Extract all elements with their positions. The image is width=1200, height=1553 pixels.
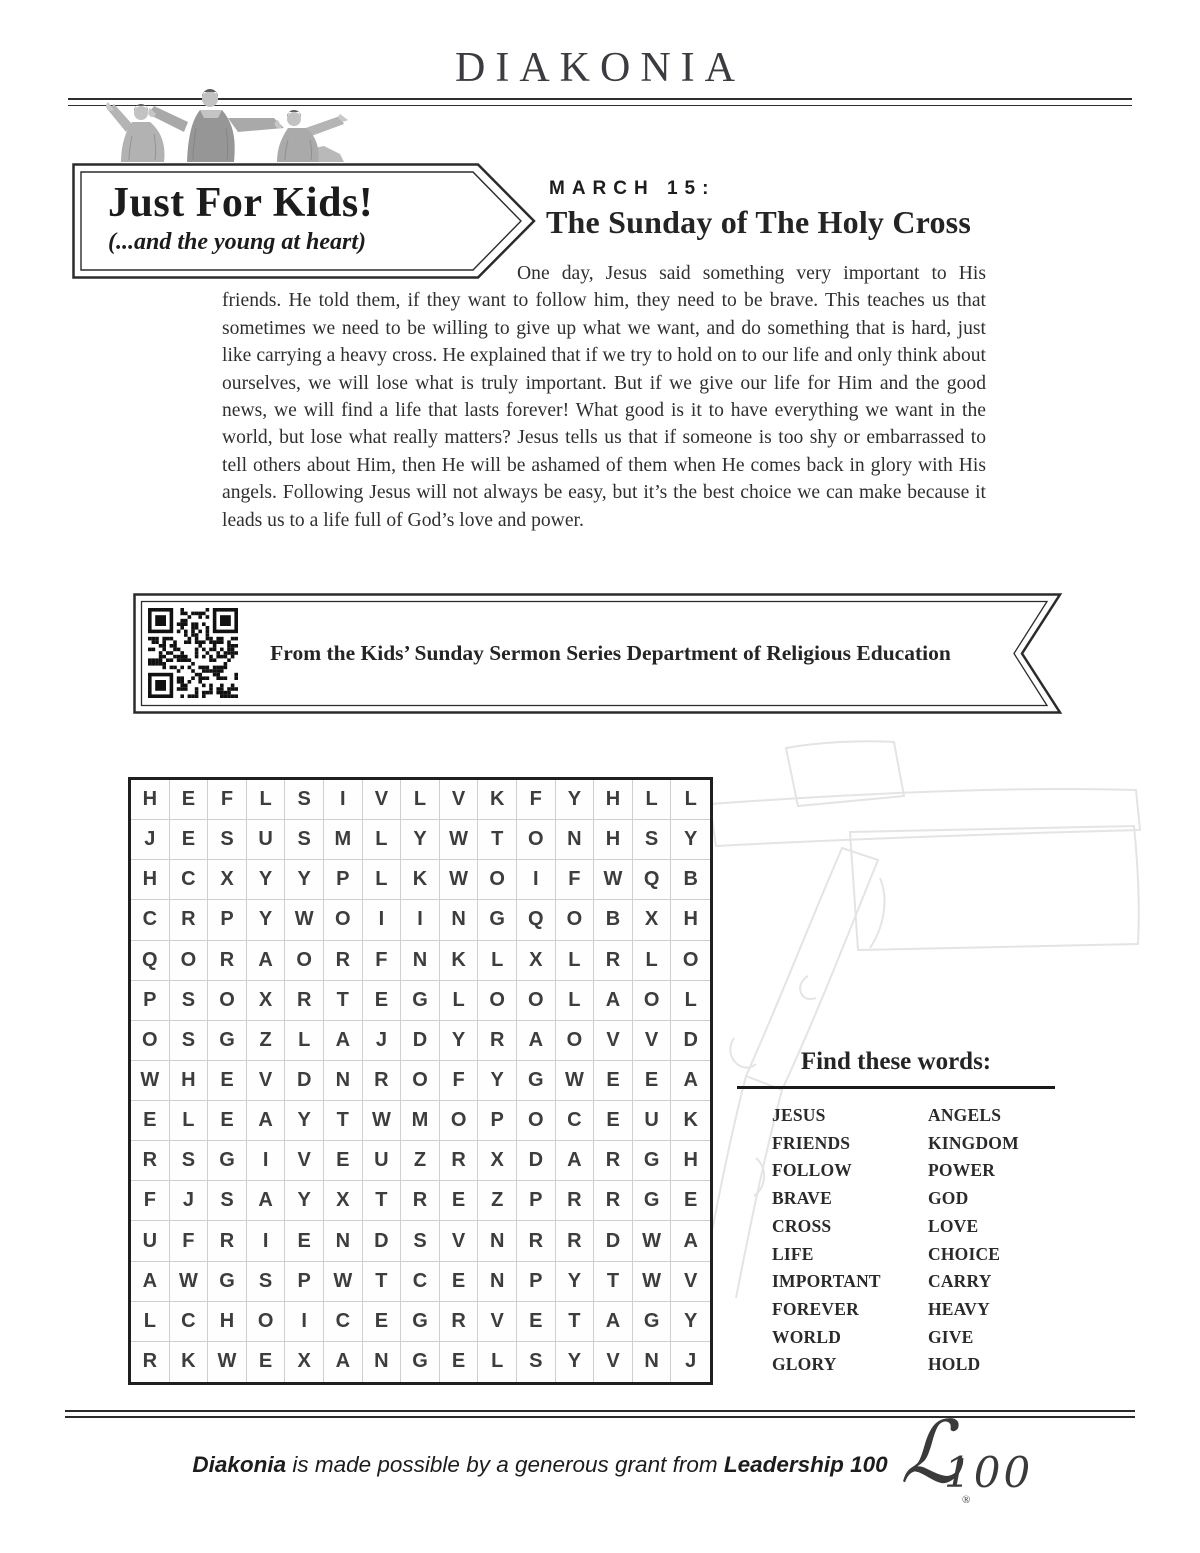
grid-cell: S bbox=[170, 1021, 209, 1061]
grid-cell: C bbox=[170, 1302, 209, 1342]
grid-cell: E bbox=[594, 1101, 633, 1141]
grid-cell: X bbox=[517, 941, 556, 981]
grid-cell: G bbox=[208, 1141, 247, 1181]
word-search-grid bbox=[128, 777, 713, 1385]
footer-credit-leadership: Leadership 100 bbox=[723, 1452, 888, 1477]
grid-cell: L bbox=[170, 1101, 209, 1141]
grid-cell: Q bbox=[517, 900, 556, 940]
grid-cell: E bbox=[208, 1061, 247, 1101]
grid-cell: G bbox=[401, 1342, 440, 1382]
grid-cell: O bbox=[556, 900, 595, 940]
grid-cell: D bbox=[594, 1221, 633, 1261]
grid-cell: I bbox=[285, 1302, 324, 1342]
grid-cell: O bbox=[170, 941, 209, 981]
grid-cell: P bbox=[517, 1262, 556, 1302]
grid-cell: N bbox=[633, 1342, 672, 1382]
grid-cell: L bbox=[671, 780, 710, 820]
grid-cell: L bbox=[633, 780, 672, 820]
grid-cell: V bbox=[594, 1021, 633, 1061]
grid-cell: G bbox=[208, 1262, 247, 1302]
grid-cell: W bbox=[594, 860, 633, 900]
grid-cell: L bbox=[131, 1302, 170, 1342]
grid-cell: N bbox=[324, 1061, 363, 1101]
grid-cell: R bbox=[440, 1302, 479, 1342]
grid-cell: V bbox=[671, 1262, 710, 1302]
grid-cell: S bbox=[517, 1342, 556, 1382]
grid-cell: D bbox=[285, 1061, 324, 1101]
grid-cell: C bbox=[170, 860, 209, 900]
grid-cell: G bbox=[401, 981, 440, 1021]
grid-cell: J bbox=[170, 1181, 209, 1221]
grid-cell: E bbox=[440, 1262, 479, 1302]
grid-cell: Q bbox=[633, 860, 672, 900]
grid-cell: E bbox=[247, 1342, 286, 1382]
grid-cell: T bbox=[478, 820, 517, 860]
word-list bbox=[737, 1048, 1055, 1379]
grid-cell: V bbox=[285, 1141, 324, 1181]
grid-cell: L bbox=[556, 941, 595, 981]
grid-cell: Z bbox=[478, 1181, 517, 1221]
qr-code-icon bbox=[148, 608, 238, 698]
grid-cell: H bbox=[131, 780, 170, 820]
grid-cell: K bbox=[170, 1342, 209, 1382]
grid-cell: X bbox=[324, 1181, 363, 1221]
grid-cell: U bbox=[131, 1221, 170, 1261]
grid-cell: A bbox=[594, 1302, 633, 1342]
grid-cell: G bbox=[208, 1021, 247, 1061]
grid-cell: T bbox=[594, 1262, 633, 1302]
grid-cell: X bbox=[247, 981, 286, 1021]
grid-cell: A bbox=[671, 1221, 710, 1261]
grid-cell: Y bbox=[440, 1021, 479, 1061]
grid-cell: C bbox=[324, 1302, 363, 1342]
registered-mark: ® bbox=[962, 1494, 971, 1506]
grid-cell: E bbox=[324, 1141, 363, 1181]
grid-cell: J bbox=[363, 1021, 402, 1061]
grid-cell: O bbox=[478, 981, 517, 1021]
grid-cell: H bbox=[671, 900, 710, 940]
grid-cell: E bbox=[363, 1302, 402, 1342]
grid-cell: H bbox=[671, 1141, 710, 1181]
word-list-item: KINGDOM bbox=[928, 1132, 1019, 1153]
grid-cell: E bbox=[440, 1181, 479, 1221]
grid-cell: K bbox=[671, 1101, 710, 1141]
word-list-item: HOLD bbox=[928, 1354, 981, 1375]
grid-cell: E bbox=[170, 780, 209, 820]
grid-cell: H bbox=[170, 1061, 209, 1101]
grid-cell: R bbox=[285, 981, 324, 1021]
grid-cell: A bbox=[517, 1021, 556, 1061]
grid-cell: S bbox=[633, 820, 672, 860]
grid-cell: N bbox=[363, 1342, 402, 1382]
grid-cell: F bbox=[440, 1061, 479, 1101]
word-list-item: WORLD bbox=[772, 1326, 842, 1347]
grid-cell: R bbox=[208, 941, 247, 981]
grid-cell: C bbox=[556, 1101, 595, 1141]
kids-banner bbox=[72, 163, 537, 279]
word-list-item: BRAVE bbox=[772, 1188, 833, 1209]
footer-credit bbox=[110, 1452, 970, 1478]
grid-cell: O bbox=[401, 1061, 440, 1101]
grid-cell: S bbox=[285, 820, 324, 860]
grid-cell: L bbox=[478, 941, 517, 981]
word-list-item: LIFE bbox=[772, 1243, 814, 1264]
grid-cell: M bbox=[324, 820, 363, 860]
grid-cell: W bbox=[556, 1061, 595, 1101]
grid-cell: L bbox=[556, 981, 595, 1021]
grid-cell: B bbox=[671, 860, 710, 900]
grid-cell: K bbox=[440, 941, 479, 981]
grid-cell: R bbox=[401, 1181, 440, 1221]
grid-cell: G bbox=[633, 1141, 672, 1181]
word-list-item: IMPORTANT bbox=[772, 1271, 881, 1292]
grid-cell: L bbox=[285, 1021, 324, 1061]
grid-cell: C bbox=[401, 1262, 440, 1302]
grid-cell: F bbox=[363, 941, 402, 981]
grid-cell: U bbox=[633, 1101, 672, 1141]
grid-cell: R bbox=[594, 1181, 633, 1221]
grid-cell: X bbox=[478, 1141, 517, 1181]
grid-cell: O bbox=[131, 1021, 170, 1061]
lesson-body: One day, Jesus said something very important to His friends. He told them, if they want to follow him, they need to be brave. This teaches us that sometimes we need to be willing to give up what we want, and do something that is hard, just like carrying a heavy cross. He explained that if we try to hold on to our life and only think about ourselves, we will lose what is truly important. But if we give our life for Him and the good news, we will find a life that lasts forever! What good is it to have everything we want in the world, but lose what really matters? Jesus tells us that if someone is too shy or embarrassed to tell others about Him, then He will be ashamed of them when He comes back in glory with His angels. Following Jesus will not always be easy, but it’s the best choice we can make because it leads us to a life full of God’s love and power. bbox=[222, 263, 986, 531]
grid-cell: Y bbox=[247, 860, 286, 900]
grid-cell: S bbox=[208, 1181, 247, 1221]
grid-cell: T bbox=[556, 1302, 595, 1342]
grid-cell: Y bbox=[247, 900, 286, 940]
grid-cell: Y bbox=[478, 1061, 517, 1101]
grid-cell: E bbox=[208, 1101, 247, 1141]
grid-cell: A bbox=[131, 1262, 170, 1302]
grid-cell: E bbox=[440, 1342, 479, 1382]
grid-cell: N bbox=[478, 1221, 517, 1261]
grid-cell: I bbox=[363, 900, 402, 940]
grid-cell: G bbox=[478, 900, 517, 940]
grid-cell: F bbox=[131, 1181, 170, 1221]
word-list-item: CARRY bbox=[928, 1271, 992, 1292]
grid-cell: H bbox=[594, 820, 633, 860]
grid-cell: L bbox=[671, 981, 710, 1021]
grid-cell: O bbox=[208, 981, 247, 1021]
lesson-date: MARCH 15: bbox=[549, 178, 716, 199]
word-list-item: CHOICE bbox=[928, 1243, 1001, 1264]
word-list-item: POWER bbox=[928, 1160, 996, 1181]
grid-cell: L bbox=[363, 820, 402, 860]
grid-cell: V bbox=[363, 780, 402, 820]
lesson-title: The Sunday of The Holy Cross bbox=[546, 204, 971, 240]
grid-cell: V bbox=[594, 1342, 633, 1382]
grid-cell: O bbox=[440, 1101, 479, 1141]
grid-cell: J bbox=[671, 1342, 710, 1382]
grid-cell: L bbox=[478, 1342, 517, 1382]
grid-cell: Y bbox=[556, 780, 595, 820]
grid-cell: Y bbox=[671, 820, 710, 860]
grid-cell: K bbox=[401, 860, 440, 900]
grid-cell: W bbox=[170, 1262, 209, 1302]
grid-cell: L bbox=[401, 780, 440, 820]
word-list-heading: Find these words: bbox=[800, 1048, 992, 1075]
grid-cell: W bbox=[285, 900, 324, 940]
grid-cell: A bbox=[671, 1061, 710, 1101]
grid-cell: P bbox=[478, 1101, 517, 1141]
grid-cell: S bbox=[208, 820, 247, 860]
grid-cell: A bbox=[324, 1342, 363, 1382]
grid-cell: E bbox=[131, 1101, 170, 1141]
grid-cell: A bbox=[247, 1181, 286, 1221]
grid-cell: F bbox=[208, 780, 247, 820]
grid-cell: G bbox=[517, 1061, 556, 1101]
grid-cell: Y bbox=[556, 1262, 595, 1302]
grid-cell: Y bbox=[285, 1181, 324, 1221]
grid-cell: L bbox=[633, 941, 672, 981]
grid-cell: A bbox=[324, 1021, 363, 1061]
grid-cell: D bbox=[401, 1021, 440, 1061]
word-list-item: FRIENDS bbox=[772, 1132, 851, 1153]
grid-cell: J bbox=[131, 820, 170, 860]
grid-cell: O bbox=[517, 1101, 556, 1141]
grid-cell: Z bbox=[401, 1141, 440, 1181]
word-list-item: LOVE bbox=[928, 1215, 979, 1236]
kids-banner-subtitle: (...and the young at heart) bbox=[108, 229, 367, 255]
grid-cell: E bbox=[363, 981, 402, 1021]
grid-cell: Y bbox=[285, 1101, 324, 1141]
grid-cell: R bbox=[594, 941, 633, 981]
grid-cell: R bbox=[440, 1141, 479, 1181]
grid-cell: E bbox=[170, 820, 209, 860]
grid-cell: E bbox=[671, 1181, 710, 1221]
grid-cell: D bbox=[517, 1141, 556, 1181]
grid-cell: O bbox=[324, 900, 363, 940]
word-list-item: GIVE bbox=[928, 1326, 974, 1347]
grid-cell: W bbox=[440, 820, 479, 860]
grid-cell: O bbox=[671, 941, 710, 981]
grid-cell: O bbox=[285, 941, 324, 981]
footer-credit-middle: is made possible by a generous grant from bbox=[286, 1452, 724, 1477]
grid-cell: R bbox=[170, 900, 209, 940]
grid-cell: I bbox=[247, 1141, 286, 1181]
grid-cell: N bbox=[401, 941, 440, 981]
grid-cell: I bbox=[247, 1221, 286, 1261]
grid-cell: R bbox=[324, 941, 363, 981]
word-list-item: GLORY bbox=[772, 1354, 837, 1375]
grid-cell: S bbox=[170, 981, 209, 1021]
saints-illustration bbox=[88, 88, 360, 163]
grid-cell: O bbox=[478, 860, 517, 900]
leadership-100-logo bbox=[900, 1403, 1040, 1528]
footer-credit-diakonia: Diakonia bbox=[192, 1452, 287, 1477]
grid-cell: H bbox=[594, 780, 633, 820]
grid-cell: P bbox=[285, 1262, 324, 1302]
grid-cell: E bbox=[517, 1302, 556, 1342]
word-list-item: GOD bbox=[928, 1188, 969, 1209]
grid-cell: G bbox=[633, 1302, 672, 1342]
grid-cell: K bbox=[478, 780, 517, 820]
grid-cell: R bbox=[131, 1141, 170, 1181]
word-list-item: FOREVER bbox=[772, 1298, 859, 1319]
grid-cell: W bbox=[324, 1262, 363, 1302]
grid-cell: Y bbox=[401, 820, 440, 860]
grid-cell: X bbox=[633, 900, 672, 940]
grid-cell: B bbox=[594, 900, 633, 940]
grid-cell: H bbox=[208, 1302, 247, 1342]
grid-cell: V bbox=[440, 1221, 479, 1261]
grid-cell: R bbox=[478, 1021, 517, 1061]
grid-cell: N bbox=[440, 900, 479, 940]
grid-cell: P bbox=[131, 981, 170, 1021]
word-list-item: CROSS bbox=[772, 1215, 832, 1236]
grid-cell: U bbox=[247, 820, 286, 860]
grid-cell: L bbox=[247, 780, 286, 820]
grid-cell: Q bbox=[131, 941, 170, 981]
grid-cell: S bbox=[247, 1262, 286, 1302]
grid-cell: W bbox=[440, 860, 479, 900]
grid-cell: E bbox=[285, 1221, 324, 1261]
word-list-item: JESUS bbox=[772, 1105, 826, 1125]
grid-cell: P bbox=[517, 1181, 556, 1221]
grid-cell: M bbox=[401, 1101, 440, 1141]
grid-cell: O bbox=[556, 1021, 595, 1061]
grid-cell: F bbox=[517, 780, 556, 820]
source-banner bbox=[133, 593, 1065, 714]
grid-cell: Y bbox=[671, 1302, 710, 1342]
logo-script-l: ℒ bbox=[900, 1403, 962, 1503]
grid-cell: V bbox=[633, 1021, 672, 1061]
grid-cell: L bbox=[440, 981, 479, 1021]
grid-cell: N bbox=[556, 820, 595, 860]
grid-cell: R bbox=[517, 1221, 556, 1261]
grid-cell: I bbox=[517, 860, 556, 900]
grid-cell: C bbox=[131, 900, 170, 940]
grid-cell: F bbox=[170, 1221, 209, 1261]
grid-cell: G bbox=[401, 1302, 440, 1342]
grid-cell: O bbox=[247, 1302, 286, 1342]
grid-cell: W bbox=[131, 1061, 170, 1101]
grid-cell: F bbox=[556, 860, 595, 900]
grid-cell: A bbox=[247, 941, 286, 981]
grid-cell: O bbox=[517, 981, 556, 1021]
grid-cell: S bbox=[285, 780, 324, 820]
word-list-divider bbox=[737, 1086, 1055, 1089]
grid-cell: D bbox=[671, 1021, 710, 1061]
footer-divider bbox=[65, 1410, 1135, 1418]
grid-cell: V bbox=[440, 780, 479, 820]
grid-cell: X bbox=[208, 860, 247, 900]
grid-cell: Z bbox=[247, 1021, 286, 1061]
grid-cell: R bbox=[131, 1342, 170, 1382]
grid-cell: E bbox=[594, 1061, 633, 1101]
grid-cell: W bbox=[633, 1221, 672, 1261]
grid-cell: T bbox=[363, 1181, 402, 1221]
grid-cell: R bbox=[208, 1221, 247, 1261]
grid-cell: U bbox=[363, 1141, 402, 1181]
grid-cell: X bbox=[285, 1342, 324, 1382]
grid-cell: A bbox=[594, 981, 633, 1021]
grid-cell: R bbox=[594, 1141, 633, 1181]
grid-cell: W bbox=[208, 1342, 247, 1382]
grid-cell: D bbox=[363, 1221, 402, 1261]
grid-cell: W bbox=[363, 1101, 402, 1141]
grid-cell: S bbox=[401, 1221, 440, 1261]
grid-cell: Y bbox=[556, 1342, 595, 1382]
grid-cell: L bbox=[363, 860, 402, 900]
word-list-item: FOLLOW bbox=[772, 1160, 852, 1181]
page-title: DIAKONIA bbox=[455, 45, 745, 91]
grid-cell: I bbox=[401, 900, 440, 940]
grid-cell: A bbox=[556, 1141, 595, 1181]
source-banner-text: From the Kids’ Sunday Sermon Series Department of Religious Education bbox=[270, 641, 951, 665]
grid-cell: T bbox=[324, 1101, 363, 1141]
word-list-column-2 bbox=[896, 1102, 1055, 1379]
grid-cell: I bbox=[324, 780, 363, 820]
grid-cell: V bbox=[478, 1302, 517, 1342]
grid-cell: S bbox=[170, 1141, 209, 1181]
word-list-column-1 bbox=[737, 1102, 896, 1379]
word-list-item: ANGELS bbox=[928, 1105, 1002, 1125]
grid-cell: O bbox=[633, 981, 672, 1021]
grid-cell: W bbox=[633, 1262, 672, 1302]
grid-cell: R bbox=[363, 1061, 402, 1101]
grid-cell: P bbox=[324, 860, 363, 900]
grid-cell: H bbox=[131, 860, 170, 900]
word-list-item: HEAVY bbox=[928, 1298, 990, 1319]
grid-cell: R bbox=[556, 1181, 595, 1221]
grid-cell: G bbox=[633, 1181, 672, 1221]
grid-cell: V bbox=[247, 1061, 286, 1101]
kids-banner-title: Just For Kids! bbox=[108, 180, 374, 226]
grid-cell: Y bbox=[285, 860, 324, 900]
grid-cell: N bbox=[478, 1262, 517, 1302]
grid-cell: N bbox=[324, 1221, 363, 1261]
grid-cell: P bbox=[208, 900, 247, 940]
grid-cell: E bbox=[633, 1061, 672, 1101]
grid-cell: R bbox=[556, 1221, 595, 1261]
grid-cell: T bbox=[363, 1262, 402, 1302]
logo-number: 100 bbox=[944, 1448, 1034, 1497]
grid-cell: A bbox=[247, 1101, 286, 1141]
grid-cell: O bbox=[517, 820, 556, 860]
grid-cell: T bbox=[324, 981, 363, 1021]
